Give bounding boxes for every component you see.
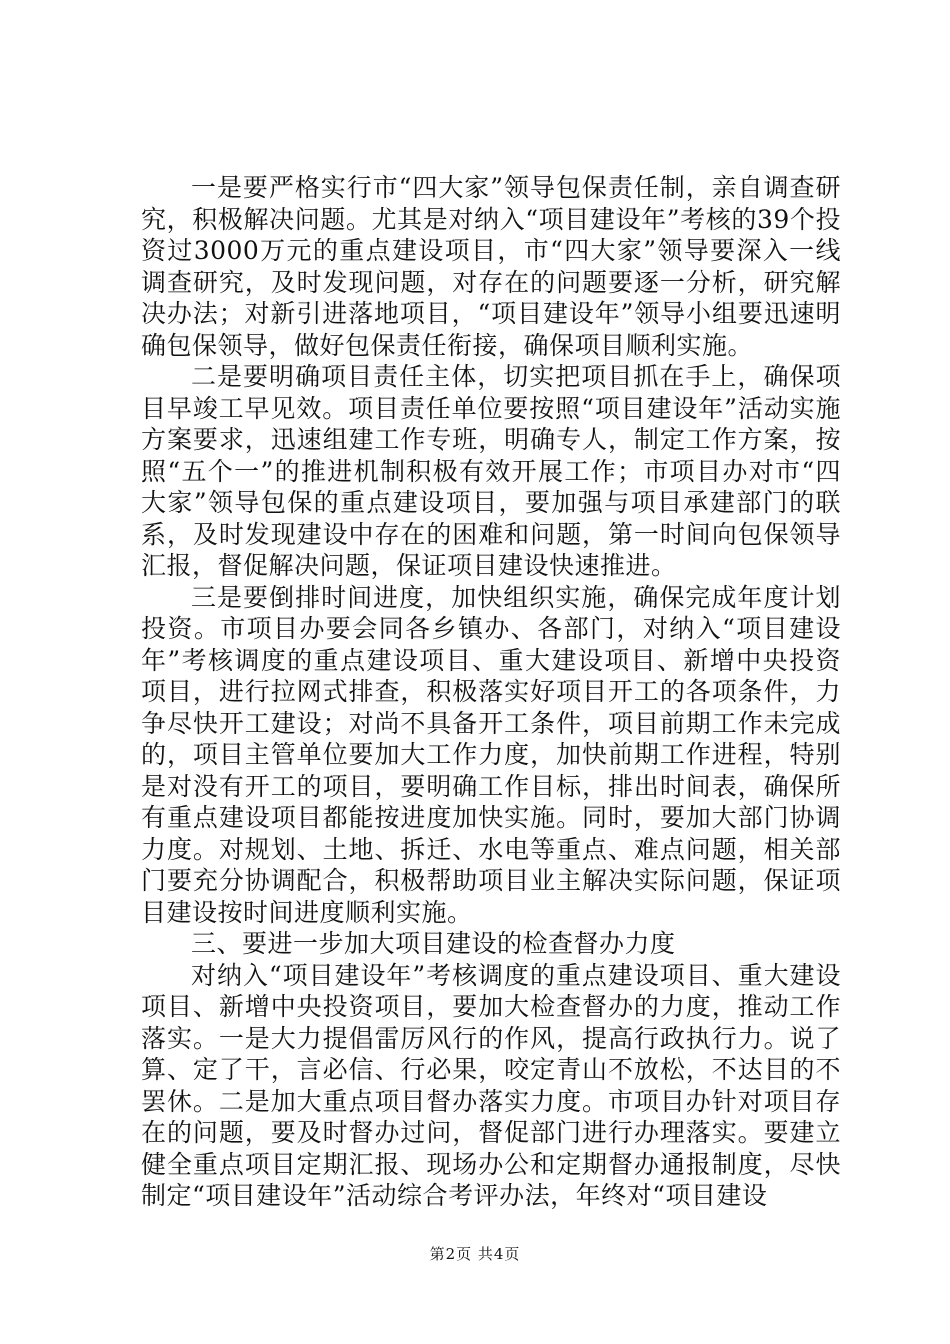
paragraph-3: 三是要倒排时间进度，加快组织实施，确保完成年度计划投资。市项目办要会同各乡镇办、各部门，对纳入“项目建设年”考核调度的重点建设项目、重大建设项目、新增中央投资项目，进行拉网式排查，积极落实好项目开工的各项条件，力争尽快开工建设；对尚不具备开工条件，项目前期工作未完成的，项目主管单位要加大工作力度，加快前期工作进程，特别是对没有开工的项目，要明确工作目标，排出时间表，确保所有重点建设项目都能按进度加快实施。同时，要加大部门协调力度。对规划、土地、拆迁、水电等重点、难点问题，相关部门要充分协调配合，积极帮助项目业主解决实际问题，保证项目建设按时间进度顺利实施。 (141, 582, 841, 927)
document-body (141, 172, 841, 1212)
paragraph-2: 二是要明确项目责任主体，切实把项目抓在手上，确保项目早竣工早见效。项目责任单位要按照“项目建设年”活动实施方案要求，迅速组建工作专班，明确专人，制定工作方案，按照“五个一”的推进机制积极有效开展工作；市项目办对市“四大家”领导包保的重点建设项目，要加强与项目承建部门的联系，及时发现建设中存在的困难和问题，第一时间向包保领导汇报，督促解决问题，保证项目建设快速推进。 (141, 362, 841, 580)
paragraph-1: 一是要严格实行市“四大家”领导包保责任制，亲自调查研究，积极解决问题。尤其是对纳入“项目建设年”考核的39个投资过3000万元的重点建设项目，市“四大家”领导要深入一线调查研究，及时发现问题，对存在的问题要逐一分析，研究解决办法；对新引进落地项目，“项目建设年”领导小组要迅速明确包保领导，做好包保责任衔接，确保项目顺利实施。 (141, 173, 841, 360)
paragraph-4: 对纳入“项目建设年”考核调度的重点建设项目、重大建设项目、新增中央投资项目，要加大检查督办的力度，推动工作落实。一是大力提倡雷厉风行的作风，提高行政执行力。说了算、定了干，言必信、行必果，咬定青山不放松，不达目的不罢休。二是加大重点项目督办落实力度。市项目办针对项目存在的问题，要及时督办过问，督促部门进行办理落实。要建立健全重点项目定期汇报、现场办公和定期督办通报制度，尽快制定“项目建设年”活动综合考评办法，年终对“项目建设 (141, 960, 841, 1210)
section-heading: 三、要进一步加大项目建设的检查督办力度 (191, 929, 676, 958)
page-footer: 第2页 共4页 (429, 1245, 521, 1263)
